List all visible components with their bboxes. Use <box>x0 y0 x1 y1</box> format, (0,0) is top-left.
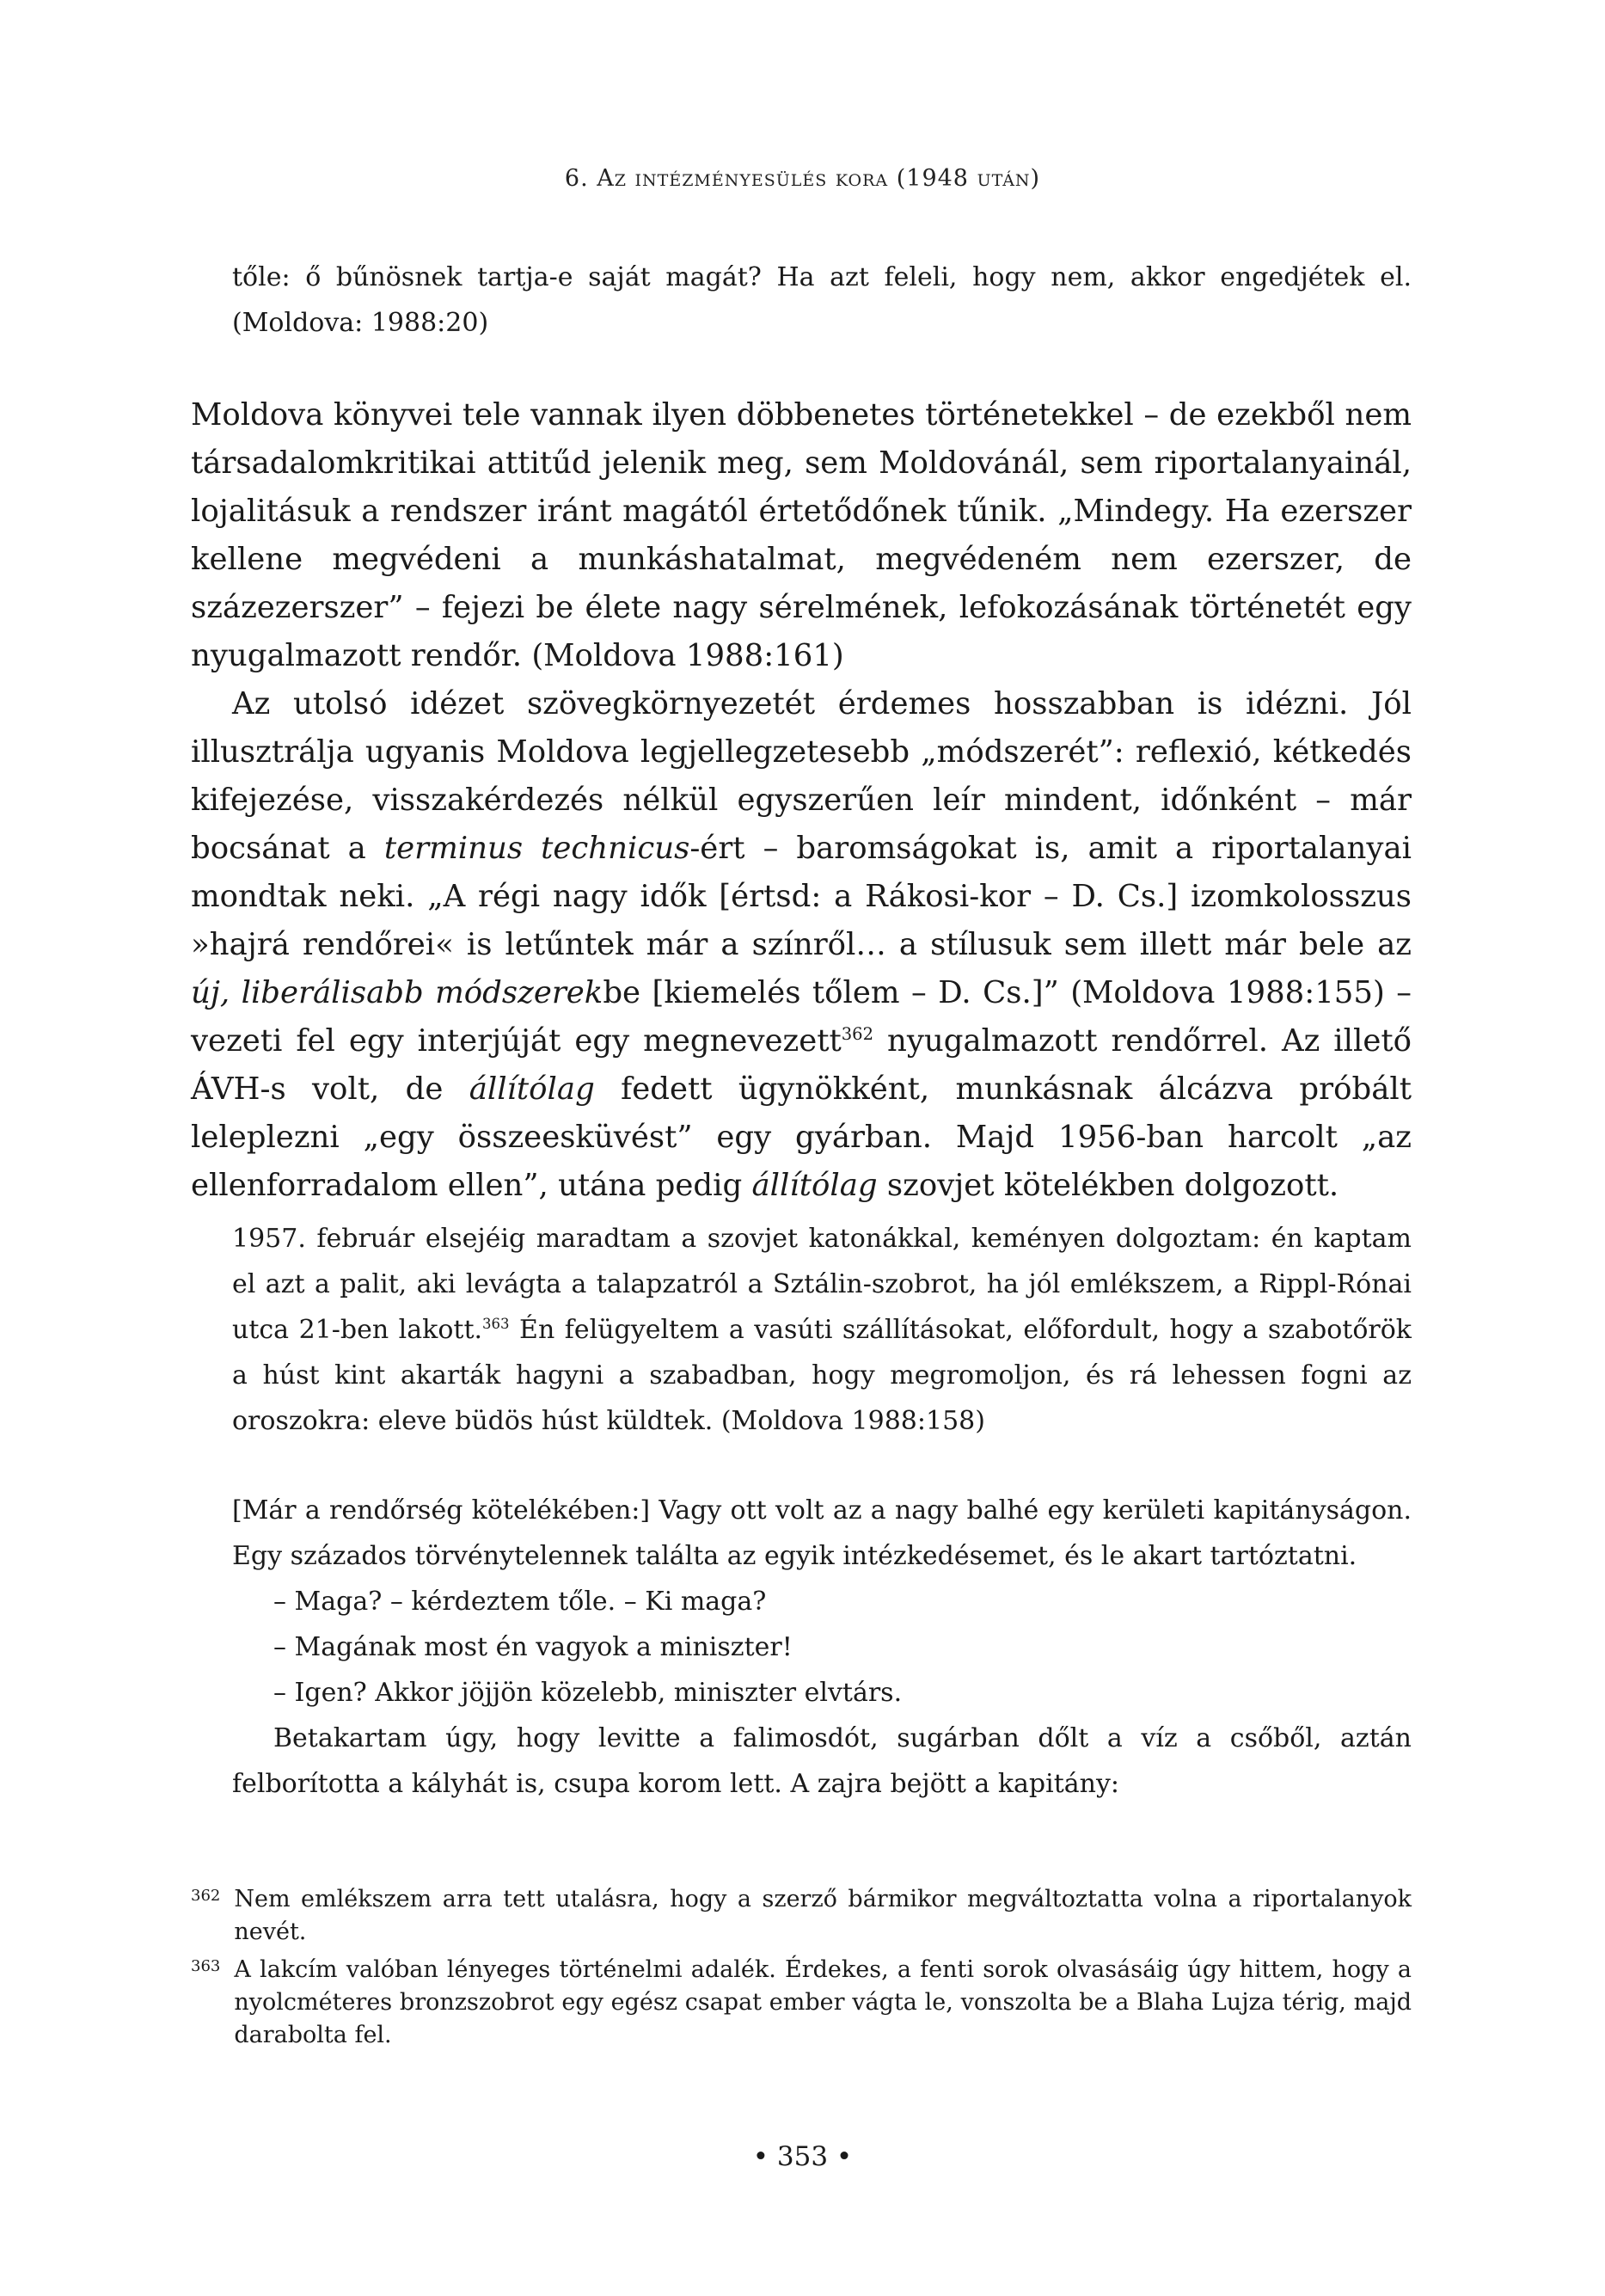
para2-italic-2: új, liberálisabb módszerek <box>191 975 603 1010</box>
footnote-ref-363[interactable]: 363 <box>482 1316 510 1332</box>
footnote-number: 362 <box>191 1887 221 1905</box>
main-text <box>191 391 1412 1210</box>
quote2-seg2: Én felügyeltem a vasúti szállításokat, előfordult, hogy a szabotőrök a húst kint akarták hagyni a szabadban, hogy megromoljon, és rá lehessen fogni az oroszokra: eleve büdös húst küldtek. (Moldova 1988:158) <box>232 1315 1412 1436</box>
footnote-number: 363 <box>191 1957 221 1975</box>
page-number: • 353 • <box>752 2141 853 2172</box>
quote3-closing: Betakartam úgy, hogy levitte a falimosdót, sugárban dőlt a víz a csőből, aztán felborította a kályhát is, csupa korom lett. A zajra bejött a kapitány: <box>232 1723 1412 1799</box>
block-quote-2 <box>232 1216 1412 1444</box>
para2-seg6: szovjet kötelékben dolgozott. <box>877 1168 1339 1203</box>
footnote-text: Nem emlékszem arra tett utalásra, hogy a szerző bármikor megváltoztatta volna a riportalanyok nevét. <box>234 1886 1412 1945</box>
block-quote-top <box>191 255 1412 346</box>
quote2-text <box>232 1216 1412 1444</box>
quote3-intro: [Már a rendőrség kötelékében:] Vagy ott volt az a nagy balhé egy kerületi kapitányságon. Egy százados törvénytelennek találta az egyik intézkedésemet, és le akart tartóztatni. <box>232 1495 1412 1571</box>
quote3-dialog-1: – Maga? – kérdeztem tőle. – Ki maga? <box>273 1587 767 1617</box>
footnotes <box>191 1883 1412 2057</box>
para2-italic-4: állítólag <box>751 1168 878 1203</box>
para2-seg1: Az utolsó idézet szövegkörnyezetét érdemes hosszabban is idézni. Jól illusztrálja ugyanis Moldova legjellegzetesebb „módszerét”: reflexió, kétkedés kifejezése, visszakérdezés nélkül egyszerűen leír mindent, időnként – már bocsánat a <box>191 686 1412 866</box>
quote-top-line: tőle: ő bűnösnek tartja-e saját magát? Ha azt feleli, hogy nem, akkor engedjétek el. <box>232 262 1412 292</box>
footnote-text: A lakcím valóban lényeges történelmi adalék. Érdekes, a fenti sorok olvasásáig úgy hittem, hogy a nyolcméteres bronzszobrot egy egész csapat ember vágta le, vonszolta be a Blaha Lujza térig, majd darabolta fel. <box>234 1956 1412 2048</box>
para2-seg3: be [kiemelés tőlem – D. Cs.]” (Moldova 1988:155) – vezeti fel egy interjúját egy megnevezett <box>191 975 1412 1059</box>
paragraph-1: Moldova könyvei tele vannak ilyen döbbenetes történetekkel – de ezekből nem társadalomkritikai attitűd jelenik meg, sem Moldovánál, sem riportalanyainál, lojalitásuk a rendszer iránt magától értetődőnek tűnik. „Mindegy. Ha ezerszer kellene megvédeni a munkáshatalmat, megvédeném nem ezerszer, de százezerszer” – fejezi be élete nagy sérelmének, lefokozásának történetét egy nyugalmazott rendőr. (Moldova 1988:161) <box>191 397 1412 673</box>
quote3-dialog-2: – Magának most én vagyok a miniszter! <box>273 1632 793 1662</box>
paragraph-2 <box>191 680 1412 1210</box>
footnote-ref-362[interactable]: 362 <box>841 1024 874 1045</box>
para2-seg2: -ért – baromságokat is, amit a riportalanyai mondtak neki. „A régi nagy idők [értsd: a Rákosi-kor – D. Cs.] izomkolosszus »hajrá rendőrei« is letűntek már a színről… a stílusuk sem illett már bele az <box>191 831 1412 962</box>
block-quote-3 <box>232 1488 1412 1807</box>
para2-seg4: nyugalmazott rendőrrel. Az illető ÁVH-s volt, de <box>191 1023 1412 1107</box>
para2-italic-1: terminus technicus <box>383 831 690 866</box>
para2-italic-3: állítólag <box>469 1071 595 1107</box>
para2-seg5: fedett ügynökként, munkásnak álcázva próbált leleplezni „egy összeesküvést” egy gyárban. Majd 1956-ban harcolt „az ellenforradalom ellen”, utána pedig <box>191 1071 1412 1203</box>
running-head: 6. Az intézményesülés kora (1948 után) <box>564 165 1041 192</box>
quote3-dialog-3: – Igen? Akkor jöjjön közelebb, miniszter elvtárs. <box>273 1678 903 1708</box>
quote2-seg1: 1957. február elsejéig maradtam a szovjet katonákkal, keményen dolgoztam: én kaptam el azt a palit, aki levágta a talapzatról a Sztálin-szobrot, ha jól emlékszem, a Rippl-Rónai utca 21-ben lakott. <box>232 1224 1412 1345</box>
quote-top-citation: (Moldova: 1988:20) <box>232 308 489 338</box>
footnote-362 <box>191 1883 1412 1949</box>
footnote-363 <box>191 1954 1412 2052</box>
